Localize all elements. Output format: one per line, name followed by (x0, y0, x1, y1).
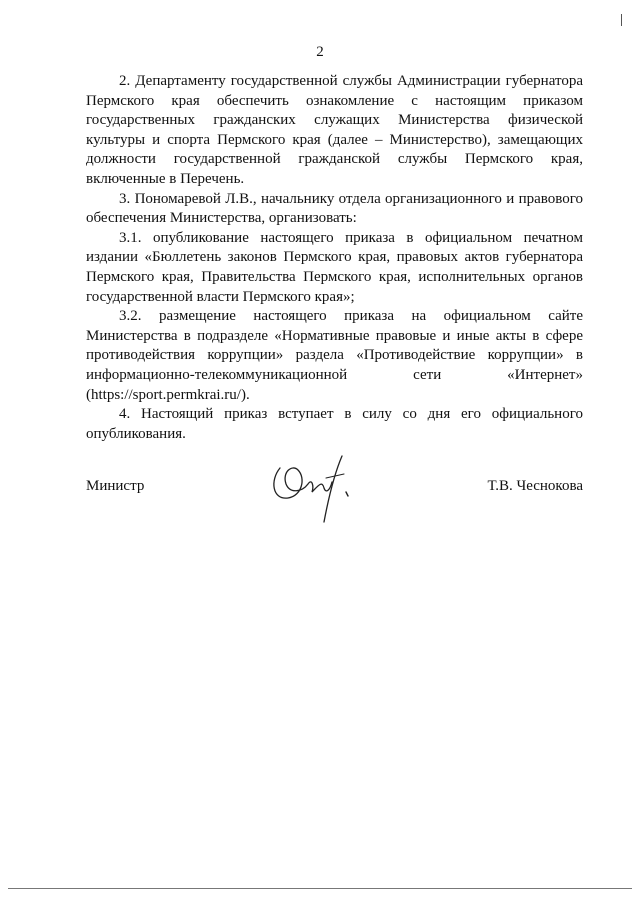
page-number: 2 (316, 44, 324, 60)
signer-title: Министр (86, 478, 145, 494)
document-body (86, 72, 583, 444)
bottom-rule (8, 888, 632, 889)
margin-mark (615, 14, 622, 26)
signer-name: Т.В. Чеснокова (487, 478, 583, 494)
paragraph-3-2: 3.2. размещение настоящего приказа на официальном сайте Министерства в подразделе «Нормативные правовые и иные акты в сфере противодействия коррупции» раздела «Противодействие коррупции» в информационно-телекоммуникационной сети «Интернет» (https://sport.permkrai.ru/). (86, 308, 583, 403)
paragraph-3-1: 3.1. опубликование настоящего приказа в официальном печатном издании «Бюллетень законов Пермского края, правовых актов губернатора Пермского края, Правительства Пермского края, исполнительных органов государственной власти Пермского края»; (86, 229, 583, 305)
paragraph-2: 2. Департаменту государственной службы Администрации губернатора Пермского края обеспечить ознакомление с настоящим приказом государственных гражданских служащих Министерства физической культуры и спорта Пермского края (далее – Министерство), замещающих должности государственной гражданской службы Пермского края, включенные в Перечень. (86, 73, 583, 187)
handwritten-signature (262, 450, 352, 530)
paragraph-4: 4. Настоящий приказ вступает в силу со дня его официального опубликования. (86, 406, 583, 442)
paragraph-3: 3. Пономаревой Л.В., начальнику отдела организационного и правового обеспечения Министерства, организовать: (86, 190, 583, 227)
